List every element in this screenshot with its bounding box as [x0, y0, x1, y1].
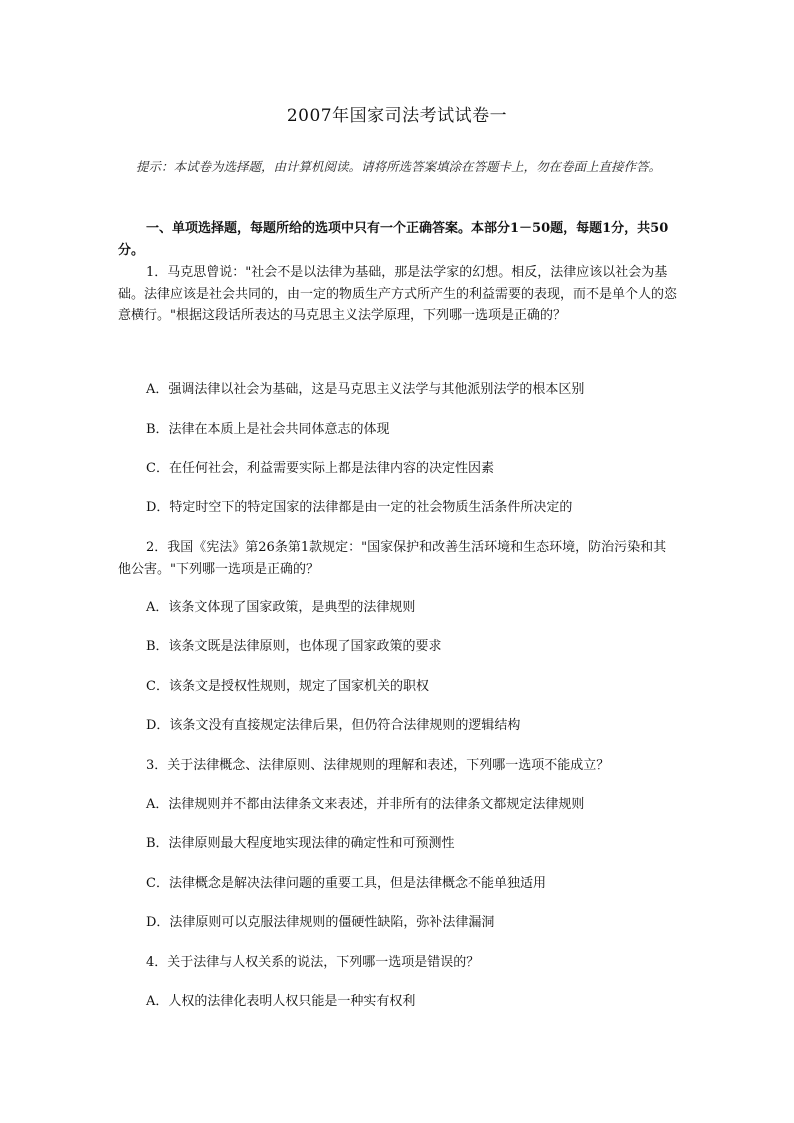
question-3-option-a: A．法律规则并不都由法律条文来表述，并非所有的法律条文都规定法律规则: [146, 797, 585, 812]
question-2-option-d: D．该条文没有直接规定法律后果，但仍符合法律规则的逻辑结构: [146, 718, 521, 733]
question-2-option-c: C．该条文是授权性规则，规定了国家机关的职权: [146, 679, 429, 694]
question-1-option-b: B．法律在本质上是社会共同体意志的体现: [146, 422, 390, 437]
page-title: 2007年国家司法考试试卷一: [286, 106, 508, 126]
question-1-option-c: C．在任何社会，利益需要实际上都是法律内容的决定性因素: [146, 461, 494, 476]
question-4-stem: 4．关于法律与人权关系的说法，下列哪一选项是错误的？: [146, 955, 480, 970]
question-3-option-c: C．法律概念是解决法律问题的重要工具，但是法律概念不能单独适用: [146, 876, 546, 891]
question-1-stem: 1．马克思曾说："社会不是以法律为基础，那是法学家的幻想。相反，法律应该以社会为基础。法律应该是社会共同的，由一定的物质生产方式所产生的利益需要的表现，而不是单个人的恣意横行。"根据这段话所表达的马克思主义法学原理，下列哪一选项是正确的？: [118, 265, 678, 323]
question-2-option-a: A．该条文体现了国家政策，是典型的法律规则: [146, 600, 416, 615]
question-3-option-d: D．法律原则可以克服法律规则的僵硬性缺陷，弥补法律漏洞: [146, 915, 495, 930]
question-3-option-b: B．法律原则最大程度地实现法律的确定性和可预测性: [146, 836, 455, 851]
question-2-stem: 2．我国《宪法》第26条第1款规定："国家保护和改善生活环境和生态环境，防治污染和其他公害。"下列哪一选项是正确的？: [118, 540, 667, 577]
section-heading: 一、单项选择题，每题所给的选项中只有一个正确答案。本部分1－50题，每题1分，共50分。: [118, 221, 669, 258]
question-4-option-a: A．人权的法律化表明人权只能是一种实有权利: [146, 994, 416, 1009]
question-1-option-a: A．强调法律以社会为基础，这是马克思主义法学与其他派别法学的根本区别: [146, 382, 585, 397]
instruction-note: 提示：本试卷为选择题，由计算机阅读。请将所选答案填涂在答题卡上，勿在卷面上直接作答。: [136, 159, 662, 174]
question-1-option-d: D．特定时空下的特定国家的法律都是由一定的社会物质生活条件所决定的: [146, 500, 573, 515]
question-2-option-b: B．该条文既是法律原则，也体现了国家政策的要求: [146, 639, 442, 654]
question-3-stem: 3．关于法律概念、法律原则、法律规则的理解和表述，下列哪一选项不能成立？: [146, 758, 610, 773]
